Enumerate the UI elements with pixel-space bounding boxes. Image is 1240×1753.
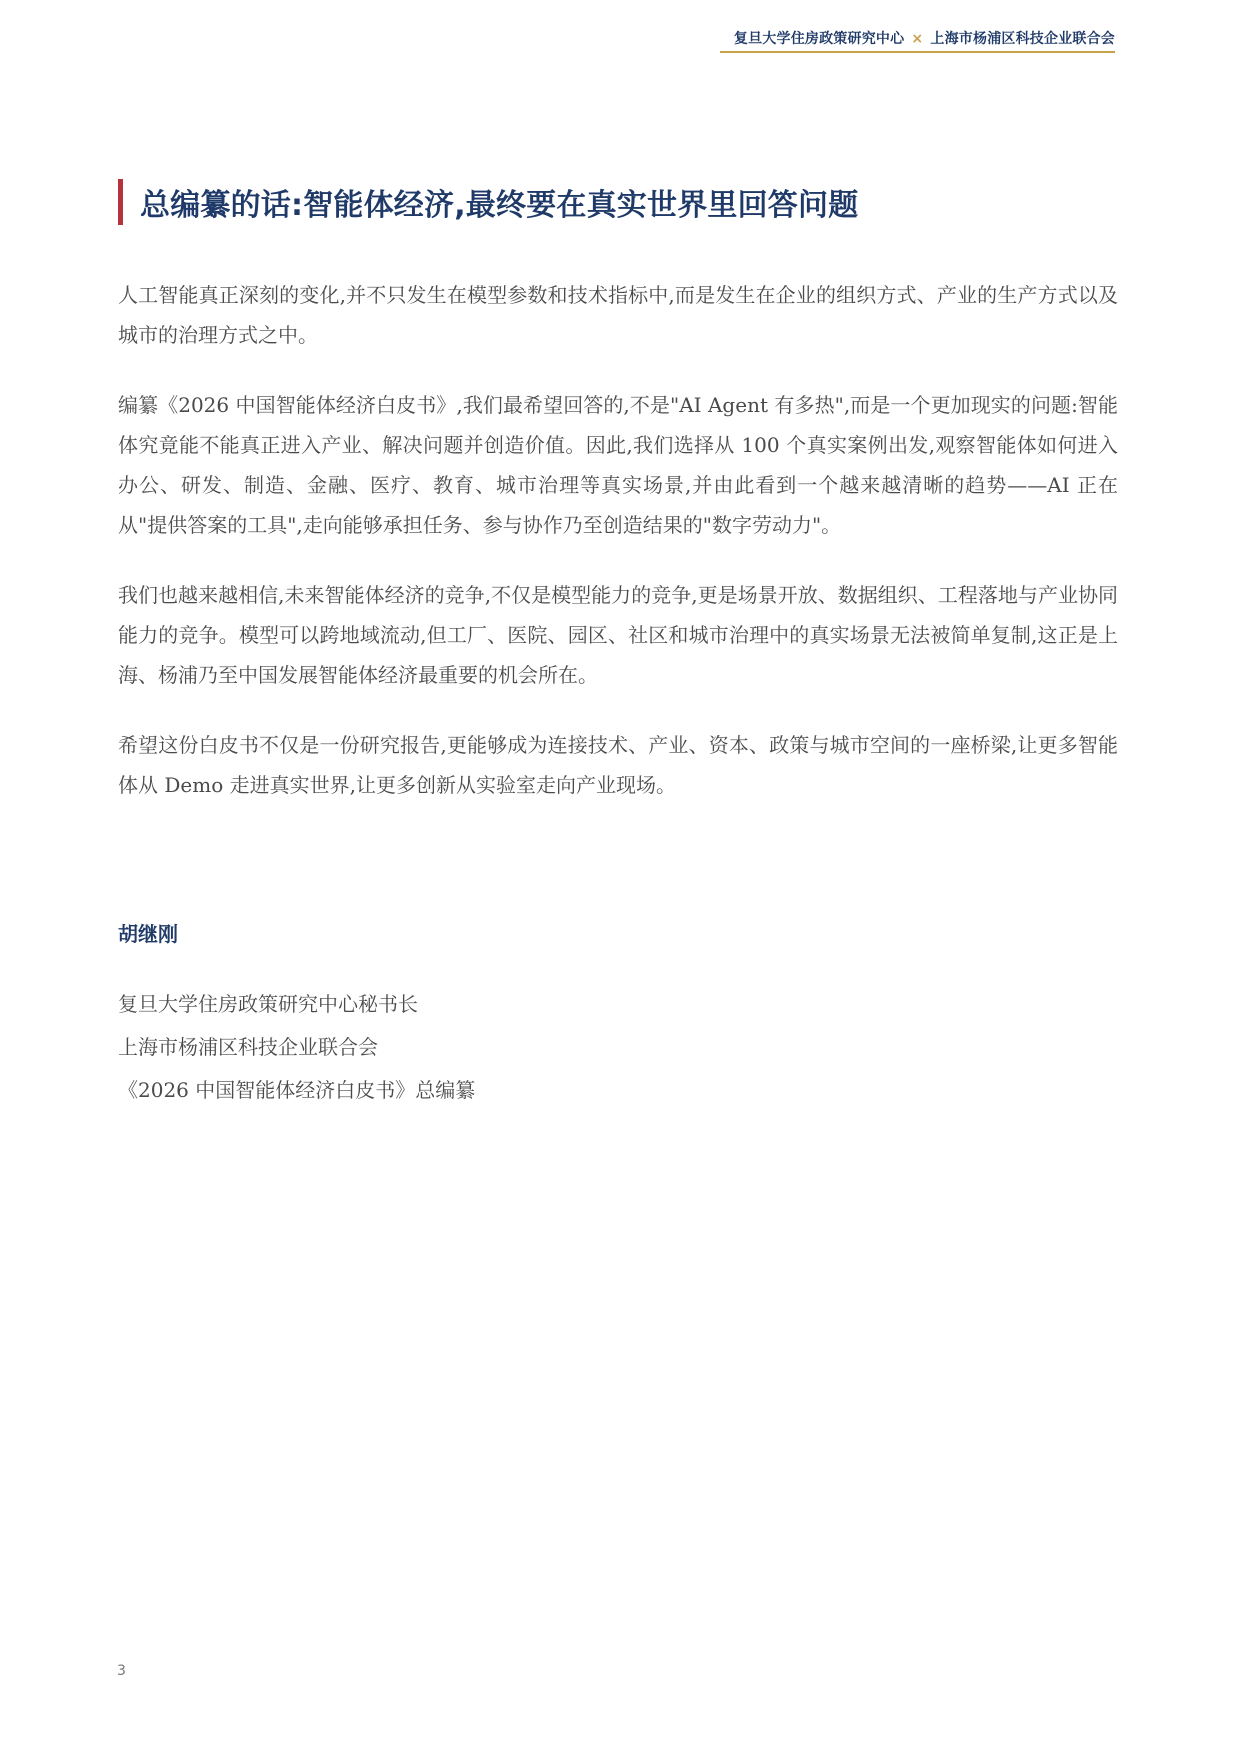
- affiliation-line-2: 上海市杨浦区科技企业联合会: [118, 1035, 378, 1059]
- section-title-block: [118, 178, 858, 226]
- header-rule: [720, 51, 1115, 53]
- header-org-right: 上海市杨浦区科技企业联合会: [930, 31, 1115, 47]
- page-number: 3: [117, 1663, 126, 1679]
- header-org-left: 复旦大学住房政策研究中心: [733, 31, 905, 47]
- paragraph-3: 我们也越来越相信,未来智能体经济的竞争,不仅是模型能力的竞争,更是场景开放、数据组织、工程落地与产业协同能力的竞争。模型可以跨地域流动,但工厂、医院、园区、社区和城市治理中的真实场景无法被简单复制,这正是上海、杨浦乃至中国发展智能体经济最重要的机会所在。: [118, 583, 1118, 687]
- paragraph-2: 编纂《2026 中国智能体经济白皮书》,我们最希望回答的,不是"AI Agent 有多热",而是一个更加现实的问题:智能体究竟能不能真正进入产业、解决问题并创造价值。因此,我们选择从 100 个真实案例出发,观察智能体如何进入办公、研发、制造、金融、医疗、教育、城市治理等真实场景,并由此看到一个越来越清晰的趋势——AI 正在从"提供答案的工具",走向能够承担任务、参与协作乃至创造结果的"数字劳动力"。: [118, 393, 1118, 537]
- header-separator: ×: [911, 31, 924, 47]
- affiliation-line-3: 《2026 中国智能体经济白皮书》总编纂: [118, 1078, 476, 1102]
- paragraph-4: 希望这份白皮书不仅是一份研究报告,更能够成为连接技术、产业、资本、政策与城市空间的一座桥梁,让更多智能体从 Demo 走进真实世界,让更多创新从实验室走向产业现场。: [118, 733, 1118, 797]
- author-affiliations: [118, 983, 475, 1112]
- running-header: [734, 28, 1115, 48]
- affiliation-line-1: 复旦大学住房政策研究中心秘书长: [118, 992, 418, 1016]
- title-accent-bar: [118, 179, 123, 225]
- author-name: 胡继刚: [118, 922, 178, 946]
- paragraph-1: 人工智能真正深刻的变化,并不只发生在模型参数和技术指标中,而是发生在企业的组织方式、产业的生产方式以及城市的治理方式之中。: [118, 283, 1118, 347]
- section-title: 总编纂的话:智能体经济,最终要在真实世界里回答问题: [140, 188, 859, 223]
- body-text: [118, 275, 1118, 835]
